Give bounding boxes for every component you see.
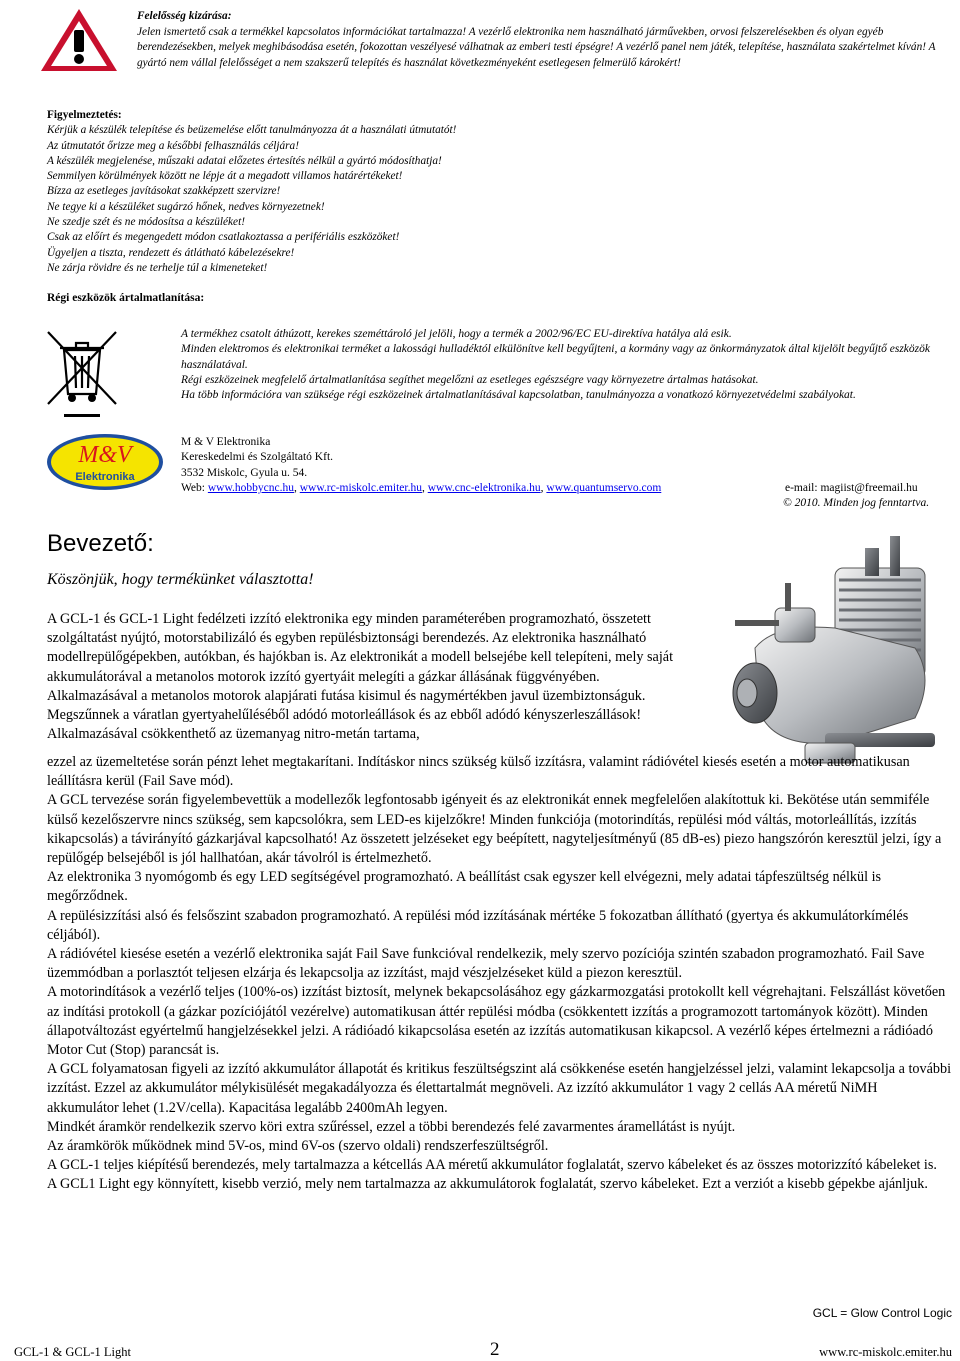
body-narrow <box>47 610 707 744</box>
company-email: e-mail: magiist@freemail.hu <box>785 482 918 494</box>
disclaimer-title: Felelősség kizárása: <box>137 10 232 22</box>
warning-line: Ne szedje szét és ne módosítsa a készüléket! <box>47 216 245 229</box>
warnings-block <box>47 108 952 276</box>
link-cnc-elektronika[interactable]: www.cnc-elektronika.hu <box>427 482 541 495</box>
warning-line: Ügyeljen a tiszta, rendezett és átlátható kábelezésekre! <box>47 246 295 259</box>
disposal-title: Régi eszközök ártalmatlanítása: <box>47 292 205 304</box>
intro-thanks: Köszönjük, hogy termékünket választotta! <box>47 571 314 588</box>
warning-triangle-icon <box>38 6 120 74</box>
intro-heading: Bevezető: <box>47 530 154 557</box>
link-rc-miskolc[interactable]: www.rc-miskolc.emiter.hu <box>299 482 422 495</box>
company-web: Web: www.hobbycnc.hu, www.rc-miskolc.emiter.hu, www.cnc-elektronika.hu, www.quantumservo.com <box>181 482 662 495</box>
body-paragraph: Alkalmazásával a metanolos motorok alapjárati futása kisimul és nagymértékben javul üzembiztonságuk. Megszűnnek a váratlan gyertyahelűléséből adódó motorleállások és az ebből adódó kényszerleszállások! Alkalmazásával csökkenthető az üzemanyag nitro-metán tartama, <box>47 687 646 743</box>
disposal-text <box>181 327 951 403</box>
disposal-line: Ha több információra van szüksége régi eszközeinek ártalmatlanításával kapcsolatban, tanulmányozza a vonatkozó környezetvédelmi szabályokat. <box>181 389 856 402</box>
body-paragraph: ezzel az üzemeltetése során pénzt lehet megtakarítani. Indításkor nincs szükség külső izzításra, valamint rádióvétel kiesés esetén a motor automatikusan leállításra kerül (Fail Save mód). <box>47 754 910 790</box>
disposal-line: Régi eszközeinek megfelelő ártalmatlanítása segíthet megelőzni az esetleges egészségre vagy környezetre ártalmas hatásokat. <box>181 373 759 386</box>
warning-line: Semmilyen körülmények között ne lépje át a megadott villamos határértékeket! <box>47 170 403 183</box>
disclaimer-block <box>137 9 952 71</box>
body-paragraph: A GCL1 Light egy könnyített, kisebb verzió, mely nem tartalmazza az akkumulátorok foglalatát, szervo kábeleket. Ezt a verziót a kisebb gépekbe ajánljuk. <box>47 1176 928 1193</box>
warning-line: Az útmutatót őrizze meg a későbbi felhasználás céljára! <box>47 139 299 152</box>
company-address: 3532 Miskolc, Gyula u. 54. <box>181 466 308 479</box>
warning-line: Csak az előírt és megengedett módon csatlakoztassa a perifériális eszközöket! <box>47 231 400 244</box>
body-paragraph: A GCL-1 és GCL-1 Light fedélzeti izzító elektronika egy minden paraméterében programozható, összetett szolgáltatást nyújtó, motorstabilizáló és egyben repülésbiztonsági berendezés. Az elektronika használható modellrepülőgépekben, autókban, és hajókban is. Az elektronikát a modell belsejébe kell telepíteni, mely saját akkumulátorával a metanolos motorok izzító gyertyáit melegíti a gázkar állásának függvényében. <box>47 611 674 685</box>
body-paragraph: A GCL-1 teljes kiépítésű berendezés, mely tartalmazza a kétcellás AA méretű akkumulátor foglalatát, szervo kábeleket és az összes motorizzító kábeleket is. <box>47 1157 937 1174</box>
web-label: Web: <box>181 482 205 495</box>
page-number: 2 <box>490 1339 500 1360</box>
footer-definition: GCL = Glow Control Logic <box>812 1306 952 1320</box>
body-paragraph: A GCL folyamatosan figyeli az izzító akkumulátor állapotát és kritikus feszültségszint alá csökkenése esetén hangjelzéssel jelzi, valamint lekapcsolja a további izzítást. Ezzel az akkumulátor mélykisülését megakadályozza és élettartalmát megnöveli. Az izzító akkumulátor 1 vagy 2 cellás AA méretű NiMH akkumulátor lehet (1.2V/cella). Kapacitása legalább 2400mAh legyen. <box>47 1061 952 1116</box>
body-wide <box>47 753 952 1195</box>
copyright: © 2010. Minden jog fenntartva. <box>783 497 930 509</box>
disposal-line: Minden elektromos és elektronikai terméket a lakossági hulladéktól elkülönítve kell begyűjteni, a kormány vagy az önkormányzatok által kijelölt begyűjtő eszközök használatával. <box>181 343 930 371</box>
company-logo <box>45 432 165 492</box>
body-paragraph: A rádióvétel kiesése esetén a vezérlő elektronika saját Fail Save funkcióval rendelkezik, mely szervo pozíciója szintén szabadon programozható. Fail Save üzemmódban a porlasztót teljesen elzárja és lekapcsolja az izzítást, majd vészjelzéseket küld a piezon keresztül. <box>47 946 925 982</box>
disclaimer-text: Jelen ismertető csak a termékkel kapcsolatos információkat tartalmazza! A vezérlő elektronika nem használható járművekben, orvosi felszerelésekben és olyan egyéb berendezésekben, melyek meghibásodása esetén, fokozottan veszélyesé válhatnak az emberi testi épségre! A vezérlő panel nem játék, telepítése, használata szakértelmet kíván! A gyártó nem vállal felelősséget a nem szakszerű telepítés és használat következményeként esetlegesen felmerülő károkért! <box>137 25 936 69</box>
link-quantumservo[interactable]: www.quantumservo.com <box>546 482 662 495</box>
warning-line: Bízza az esetleges javításokat szakképzett szervizre! <box>47 185 281 198</box>
logo-sub: Elektronika <box>75 471 135 483</box>
body-paragraph: Az elektronika 3 nyomógomb és egy LED segítségével programozható. A beállítást csak egyszer kell elvégezni, mely adatai tápfeszültség nélkül is megőrződnek. <box>47 869 882 905</box>
warning-line: Kérjük a készülék telepítése és beüzemelése előtt tanulmányozza át a használati útmutatót! <box>47 124 457 137</box>
weee-bin-icon <box>44 328 120 420</box>
body-paragraph: A repülésizzítási alsó és felsőszint szabadon programozható. A repülési mód izzításának mértéke 5 fokozatban állítható (gyertya és akkumulátorkímélés céljából). <box>47 907 909 943</box>
body-paragraph: A GCL tervezése során figyelembevettük a modellezők legfontosabb igényeit és az elektronikát ennek megfelelően alakítottuk ki. Bekötése után semmiféle külső kezelőszervre nincs szükség, sem kapcsolókra, sem LED-es kijelzőkre! Minden funkciója (motorindítás, repülési mód váltás, motorleállítás, izzítás kikapcsolás) a távirányító gázkarjával kapcsolható! Az összetett jelzéseket egy beépített, nagyteljesítményű (85 dB-es) piezo hangszórón keresztül jelzi, így a repülőgép belsejéből is jól hallhatóan, akár távolról is értelmezhető. <box>47 792 942 867</box>
footer-product: GCL-1 & GCL-1 Light <box>14 1345 132 1359</box>
body-paragraph: A motorindítások a vezérlő teljes (100%-os) izzítást biztosít, melynek bekapcsolásához egy gázkarmozgatási protokollt kell végrehajtani. Felszállást követően az indítási protokoll (a gázkar pozíciójától vezérelve) automatikusan áttér repülési módba (csökkentett izzítás a programozott tartományok között). Minden állapotváltozást egyértelmű hangjelzésekkel jelzi. A rádióadó kikapcsolása esetén az izzítás automatikusan kikapcsol. A vezérlő képes értelmezni a rádióadó Motor Cut (Stop) parancsát is. <box>47 984 946 1059</box>
link-hobbycnc[interactable]: www.hobbycnc.hu <box>207 482 294 495</box>
warning-line: Ne tegye ki a készüléket sugárzó hőnek, nedves környezetnek! <box>47 200 325 213</box>
company-legal: Kereskedelmi és Szolgáltató Kft. <box>181 451 334 464</box>
logo-brand: M&V <box>78 442 132 468</box>
company-name: M & V Elektronika <box>181 436 271 448</box>
footer-website: www.rc-miskolc.emiter.hu <box>819 1345 952 1359</box>
warning-line: A készülék megjelenése, műszaki adatai előzetes értesítés nélkül a gyártó módosíthatja! <box>47 154 442 167</box>
glow-engine-image <box>715 528 955 778</box>
warnings-title: Figyelmeztetés: <box>47 109 122 121</box>
body-paragraph: Az áramkörök működnek mind 5V-os, mind 6V-os (szervo oldali) rendszerfeszültségről. <box>47 1138 549 1155</box>
body-paragraph: Mindkét áramkör rendelkezik szervo köri extra szűréssel, ezzel a többi berendezés felé zavarmentes áramellátást is nyújt. <box>47 1118 736 1135</box>
warning-line: Ne zárja rövidre és ne terhelje túl a kimeneteket! <box>47 261 268 274</box>
disposal-line: A termékhez csatolt áthúzott, kerekes szeméttároló jel jelöli, hogy a termék a 2002/96/EC EU-direktíva hatálya alá esik. <box>181 328 732 340</box>
